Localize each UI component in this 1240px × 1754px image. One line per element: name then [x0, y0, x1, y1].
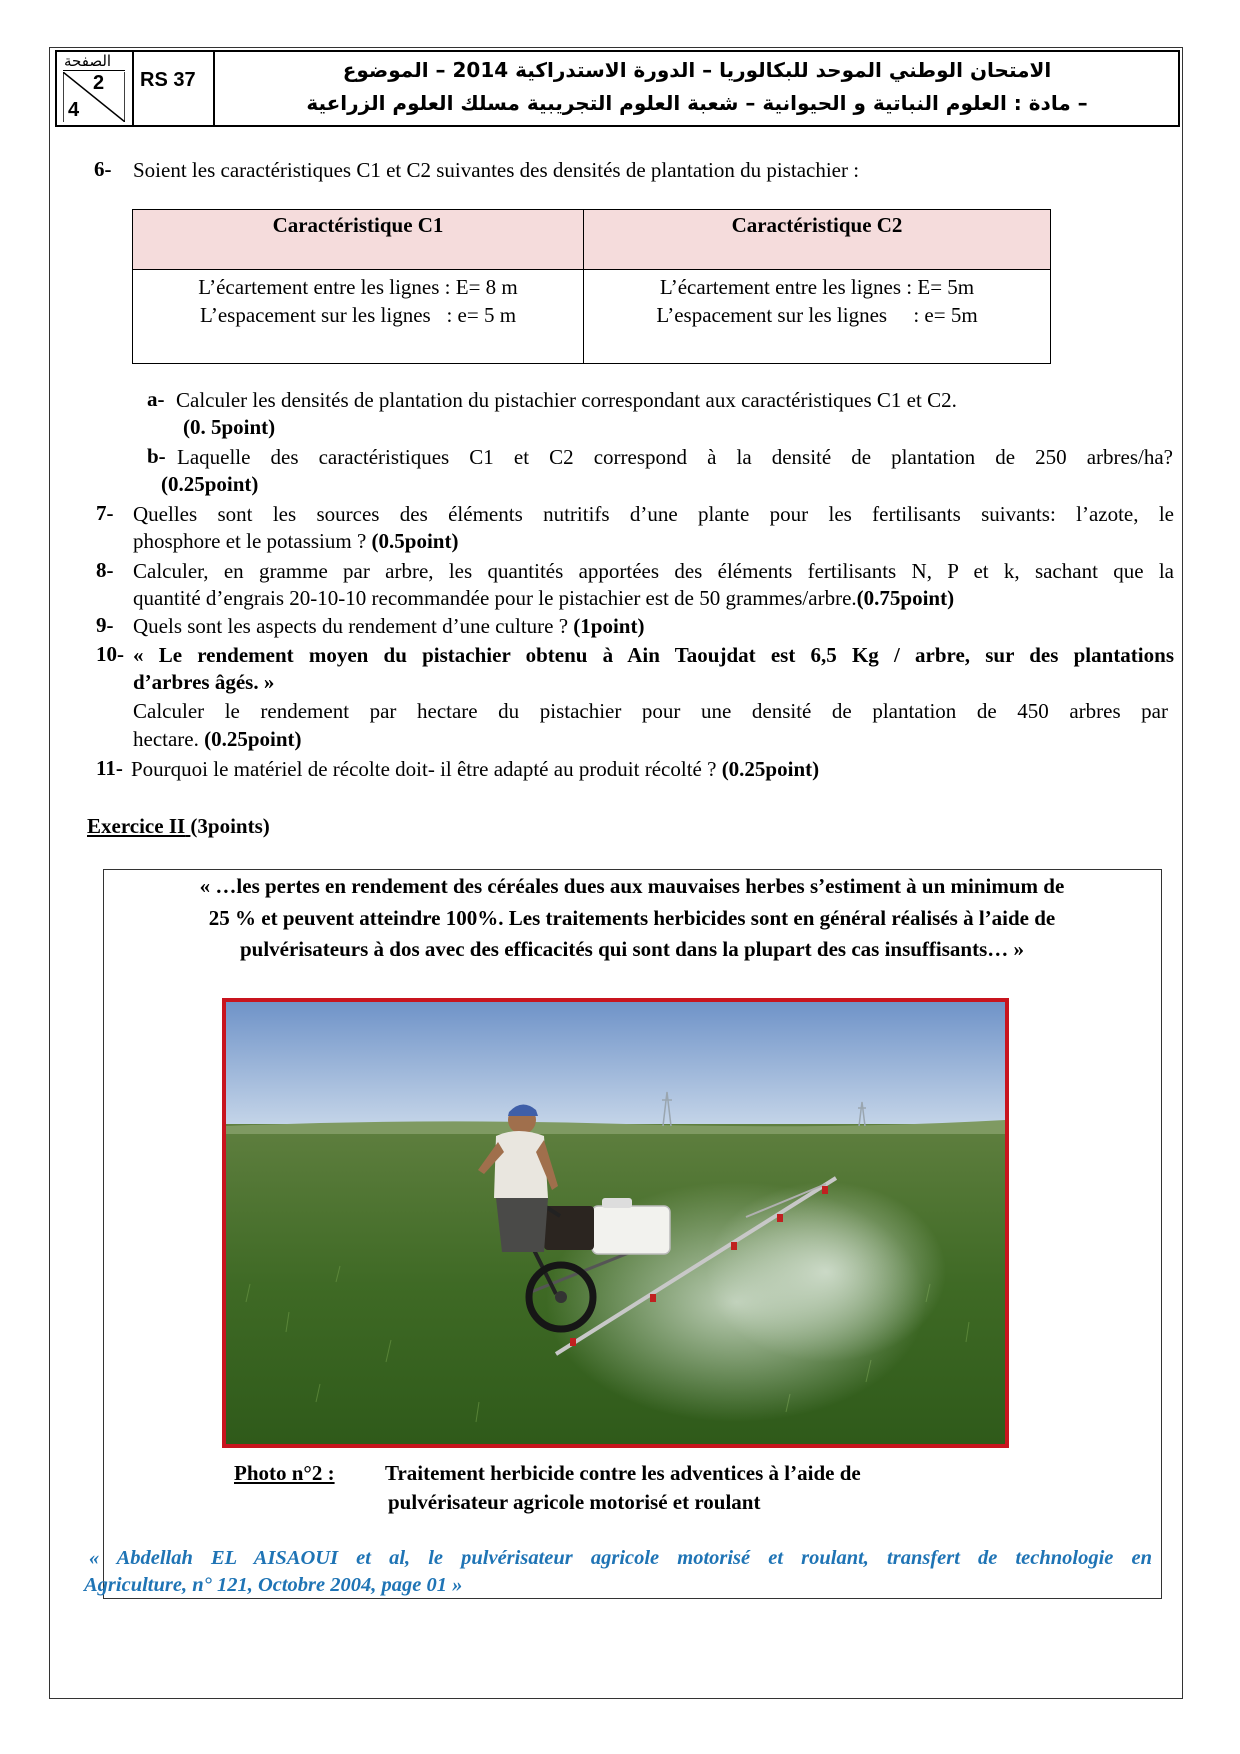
- question-7-number: 7-: [96, 501, 114, 525]
- exercise-2-title: Exercice II: [87, 814, 186, 838]
- question-10-number: 10-: [96, 642, 124, 666]
- question-7-line2-text: phosphore et le potassium ?: [133, 529, 367, 553]
- question-6-number: 6-: [94, 157, 112, 181]
- question-6a-points: (0. 5point): [183, 415, 276, 439]
- question-9-text: Quels sont les aspects du rendement d’une culture ?: [133, 614, 569, 638]
- c1-spacing-on-row: L’espacement sur les lignes : e= 5 m: [199, 303, 517, 327]
- question-11-points: (0.25point): [721, 757, 820, 781]
- question-7-line2: [133, 528, 458, 554]
- photo-caption-line2: pulvérisateur agricole motorisé et roulant: [388, 1490, 761, 1514]
- table-cell-c1: [133, 270, 584, 364]
- sprayer-photo-illustration: [226, 1002, 1005, 1444]
- question-8-line1: Calculer, en gramme par arbre, les quantités apportées des éléments fertilisants N, P et k, sachant que la: [133, 559, 1174, 583]
- page-number: 2: [93, 72, 105, 94]
- question-10-points: (0.25point): [204, 727, 302, 751]
- question-10-line4: [133, 726, 302, 752]
- table-header-c1: Caractéristique C1: [133, 210, 584, 270]
- question-10-line4-text: hectare.: [133, 727, 199, 751]
- exam-code: RS 37: [140, 69, 196, 91]
- question-9-number: 9-: [96, 613, 114, 637]
- page-label: الصفحة: [64, 52, 112, 70]
- question-9-points: (1point): [573, 614, 645, 638]
- page-total: 4: [68, 99, 80, 121]
- table-cell-c2: [584, 270, 1051, 364]
- question-11-number: 11-: [96, 756, 123, 780]
- exercise-2-quote-line2: 25 % et peuvent atteindre 100%. Les traitements herbicides sont en général réalisés à l’aide de: [208, 905, 1056, 930]
- photo-source-line2: Agriculture, n° 121, Octobre 2004, page 01 »: [84, 1574, 463, 1596]
- exam-title-line1: الامتحان الوطني الموحد للبكالوريا – الدورة الاستدراكية 2014 – الموضوع: [342, 58, 1052, 82]
- question-8-line2: [133, 585, 954, 611]
- question-10-quote-line1: « Le rendement moyen du pistachier obtenu à Ain Taoujdat est 6,5 Kg / arbre, sur des plantations: [133, 643, 1174, 667]
- question-11-text: Pourquoi le matériel de récolte doit- il être adapté au produit récolté ?: [131, 757, 717, 781]
- table-row: [133, 270, 1051, 364]
- page-label-divider: [63, 70, 125, 71]
- characteristics-table: [132, 209, 1051, 364]
- c2-spacing-rows: L’écartement entre les lignes : E= 5m: [659, 275, 975, 299]
- question-8-points: (0.75point): [856, 586, 955, 610]
- photo-caption-line1: Traitement herbicide contre les adventices à l’aide de: [385, 1461, 861, 1485]
- photo-label: Photo n°2 :: [234, 1461, 335, 1485]
- page-indicator: [57, 52, 134, 125]
- question-6-text: Soient les caractéristiques C1 et C2 suivantes des densités de plantation du pistachier :: [133, 158, 860, 182]
- question-11-line: [131, 756, 819, 782]
- photo-source: [84, 1545, 1152, 1599]
- question-6b-text: Laquelle des caractéristiques C1 et C2 correspond à la densité de plantation de 250 arbres/ha?: [177, 445, 1173, 469]
- question-8-number: 8-: [96, 558, 114, 582]
- question-10-quote-line2: d’arbres âgés. »: [133, 670, 275, 694]
- c1-spacing-rows: L’écartement entre les lignes : E= 8 m: [198, 275, 518, 299]
- table-header-c2: Caractéristique C2: [584, 210, 1051, 270]
- question-9-line: [133, 613, 644, 639]
- question-7-points: (0.5point): [371, 529, 459, 553]
- c2-spacing-on-row: L’espacement sur les lignes : e= 5m: [656, 303, 978, 327]
- exercise-2-quote-line1: « …les pertes en rendement des céréales dues aux mauvaises herbes s’estiment à un minimum de: [199, 874, 1065, 898]
- exercise-2-points: (3points): [190, 814, 270, 838]
- exercise-2-quote: [107, 871, 1157, 966]
- exercise-2-heading: [87, 813, 270, 839]
- photo-source-line1: « Abdellah EL AISAOUI et al, le pulvérisateur agricole motorisé et roulant, transfert de technologie en: [89, 1547, 1152, 1569]
- exam-code-cell: [132, 52, 215, 125]
- question-8-line2-text: quantité d’engrais 20-10-10 recommandée pour le pistachier est de 50 grammes/arbre.: [133, 586, 857, 610]
- sprayer-photo: [222, 998, 1009, 1448]
- exam-title: [227, 54, 1167, 120]
- exam-title-line2: – مادة : العلوم النباتية و الحيوانية – شعبة العلوم التجريبية مسلك العلوم الزراعية: [306, 91, 1088, 115]
- question-6a-text: Calculer les densités de plantation du pistachier correspondant aux caractéristiques C1 et C2.: [176, 388, 957, 412]
- question-10-line3: Calculer le rendement par hectare du pistachier pour une densité de plantation de 450 arbres par: [133, 699, 1168, 723]
- question-6b-points: (0.25point): [161, 472, 259, 496]
- question-7-line1: Quelles sont les sources des éléments nutritifs d’une plante pour les fertilisants suivants: l’azote, le: [133, 502, 1174, 526]
- question-6b-label: b-: [147, 444, 166, 468]
- exam-header: [55, 50, 1180, 127]
- exercise-2-quote-line3: pulvérisateurs à dos avec des efficacités qui sont dans la plupart des cas insuffisants… »: [239, 937, 1025, 961]
- table-header-row: [133, 210, 1051, 270]
- question-6a-label: a-: [147, 387, 165, 411]
